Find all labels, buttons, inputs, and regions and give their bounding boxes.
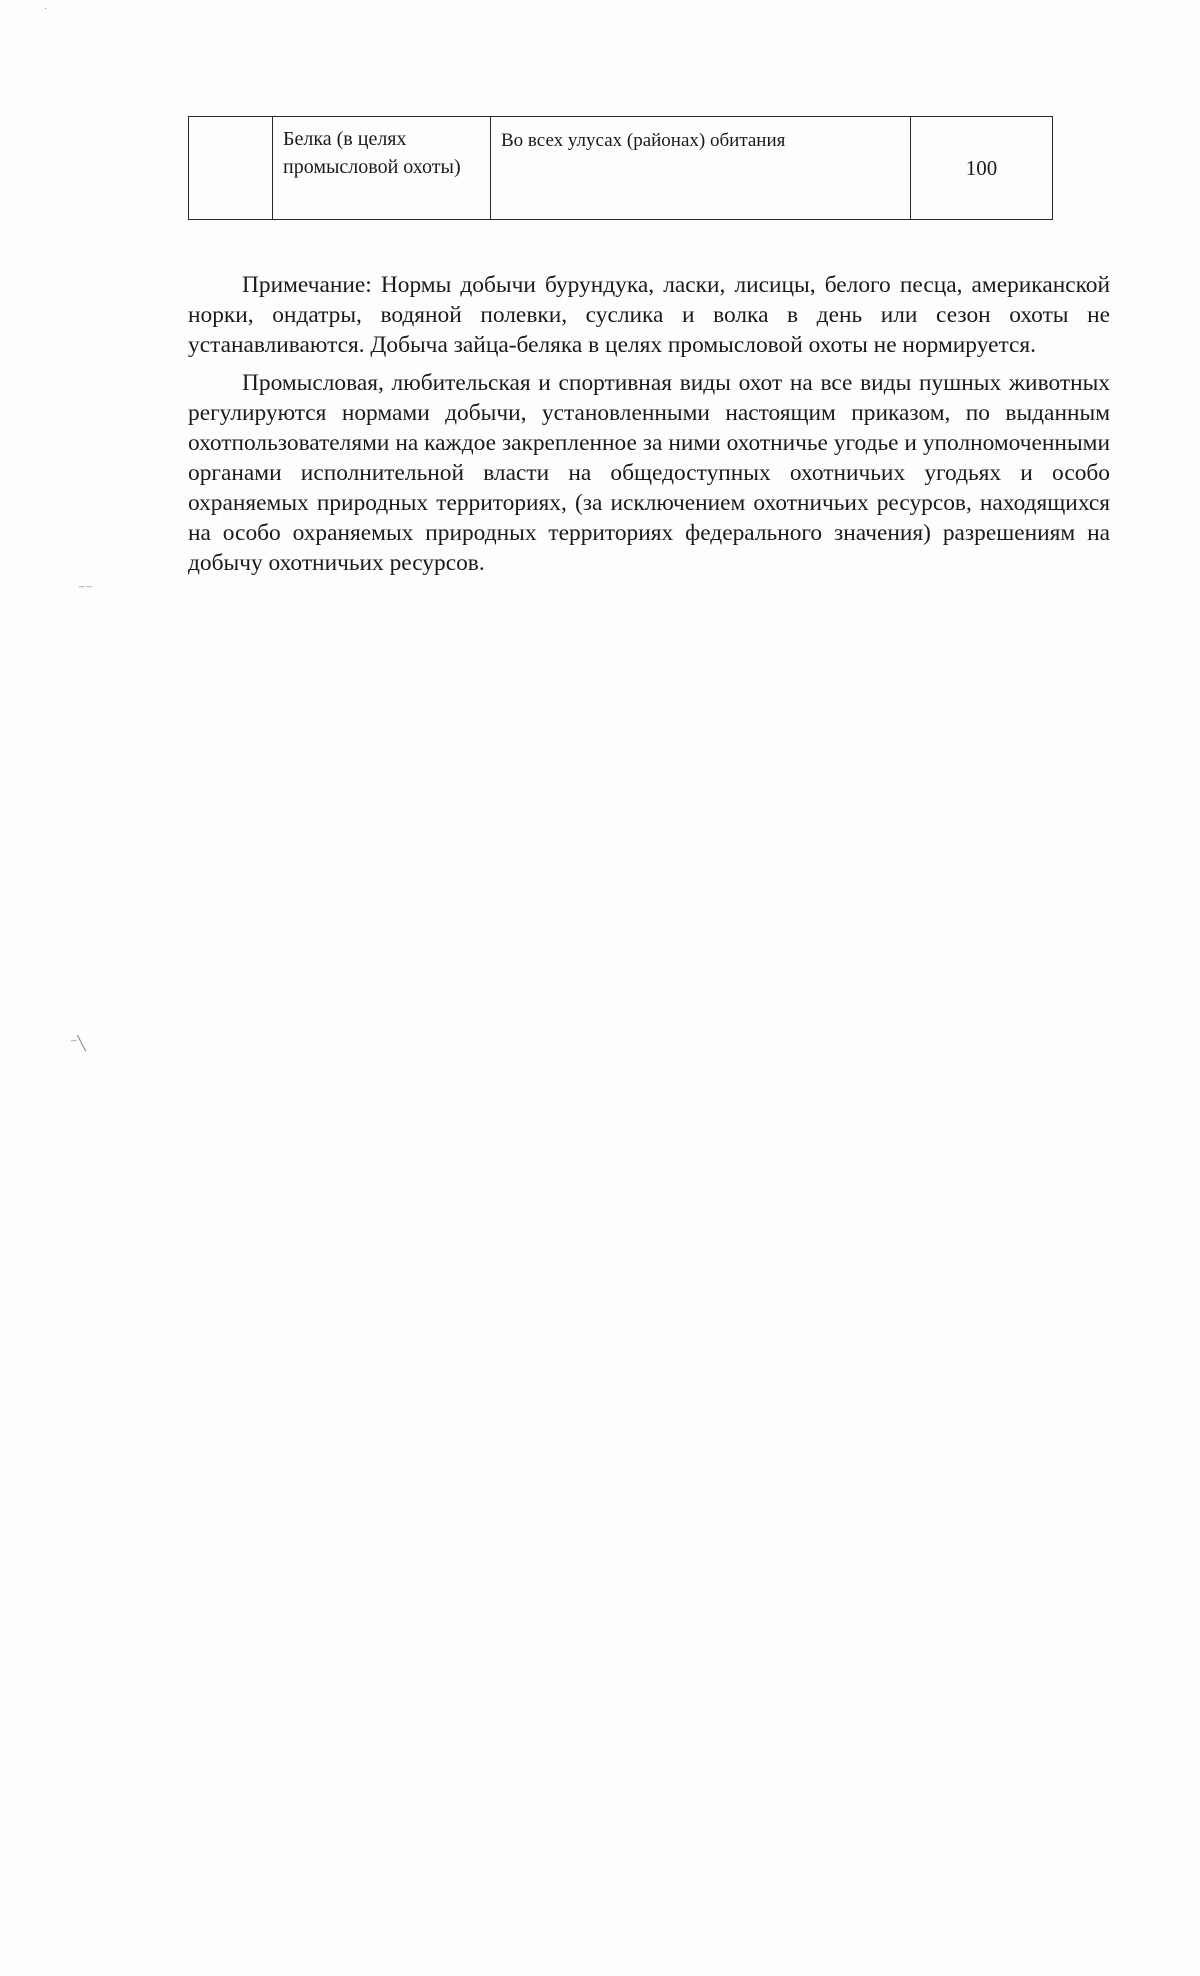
norm-value-cell: 100 [911, 117, 1053, 220]
note-paragraph: Примечание: Нормы добычи бурундука, ласки, лисицы, белого песца, американской норки, ондатры, водяной полевки, суслика и волка в день или сезон охоты не устанавливаются. Добыча зайца-беляка в целях промысловой охоты не нормируется. [188, 272, 1110, 358]
scan-mark: · [44, 4, 48, 15]
notes-section [188, 270, 1110, 578]
scan-mark: ⁻╲ [70, 1036, 86, 1052]
regulation-paragraph: Промысловая, любительская и спортивная виды охот на все виды пушных животных регулируются нормами добычи, установленными настоящим приказом, по выданным охотпользователями на каждое закрепленное за ними охотничье угодье и уполномоченными органами исполнительной власти на общедоступных охотничьих угодьях и особо охраняемых природных территориях, (за исключением охотничьих ресурсов, находящихся на особо охраняемых природных территориях федерального значения) разрешениям на добычу охотничьих ресурсов. [188, 370, 1110, 576]
species-cell: Белка (в целях промысловой охоты) [273, 117, 491, 220]
row-number-cell [189, 117, 273, 220]
table-row [189, 117, 1053, 220]
hunting-norms-table [188, 116, 1053, 220]
scan-mark: ⁻⁻ [78, 582, 93, 598]
habitat-area-cell: Во всех улусах (районах) обитания [491, 117, 911, 220]
